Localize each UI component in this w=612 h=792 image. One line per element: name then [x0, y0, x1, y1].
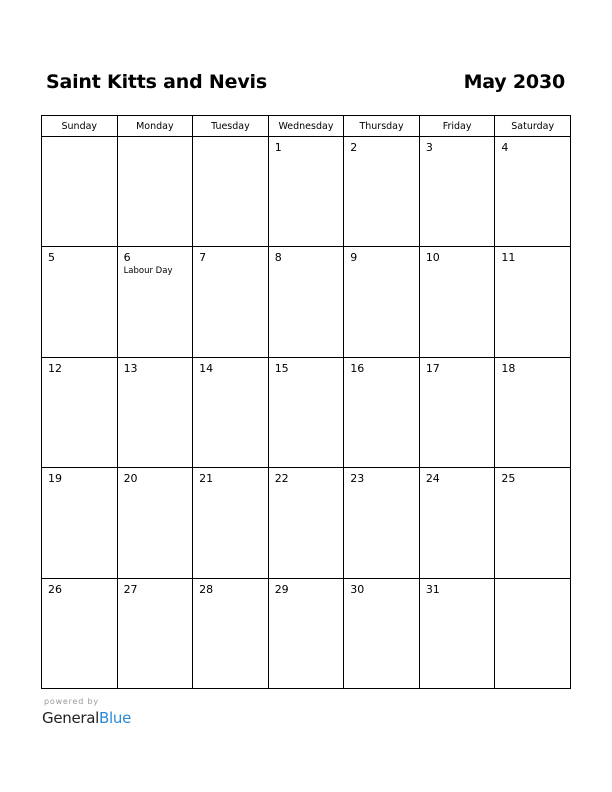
- week-row: [42, 468, 571, 578]
- day-number: 12: [48, 361, 62, 375]
- day-number: 26: [48, 582, 62, 596]
- day-cell: [495, 247, 571, 357]
- day-cell: [42, 578, 118, 688]
- day-number: 11: [501, 251, 516, 265]
- holiday-label: Labour Day: [123, 266, 173, 277]
- day-number: 7: [199, 251, 207, 265]
- day-number: 8: [274, 251, 282, 265]
- calendar-country-title: Saint Kitts and Nevis: [46, 71, 267, 93]
- day-number: 28: [199, 582, 214, 596]
- day-number: 31: [425, 582, 440, 596]
- day-number: 6: [123, 251, 131, 265]
- day-number: 4: [501, 141, 509, 154]
- day-cell-empty: [193, 137, 269, 247]
- day-cell: [117, 357, 193, 467]
- day-cell: [117, 578, 193, 688]
- day-cell: [268, 578, 344, 688]
- day-number: 27: [123, 582, 138, 596]
- weekday-header-saturday: Saturday: [495, 116, 571, 137]
- weekday-header-wednesday: Wednesday: [268, 116, 344, 137]
- day-number: 14: [199, 361, 214, 375]
- calendar-grid: [41, 115, 571, 689]
- day-cell: [419, 578, 495, 688]
- day-cell: [344, 578, 420, 688]
- day-cell: [42, 247, 118, 357]
- day-cell-empty: [42, 137, 118, 247]
- day-cell: [419, 357, 495, 467]
- day-cell: [344, 247, 420, 357]
- weekday-header-friday: Friday: [419, 116, 495, 137]
- generalblue-logo[interactable]: [42, 709, 131, 727]
- day-cell: [344, 468, 420, 578]
- day-cell: [117, 468, 193, 578]
- day-cell: [193, 578, 269, 688]
- day-number: 16: [350, 361, 365, 375]
- weekday-header-sunday: Sunday: [42, 116, 118, 137]
- day-number: 20: [123, 472, 138, 486]
- day-number: 18: [501, 361, 516, 375]
- day-cell: [344, 137, 420, 247]
- day-cell: [193, 357, 269, 467]
- weekday-header-monday: Monday: [117, 116, 193, 137]
- day-cell: [419, 468, 495, 578]
- day-number: 30: [350, 582, 365, 596]
- week-row: [42, 578, 571, 688]
- day-cell-empty: [495, 578, 571, 688]
- day-cell: [419, 137, 495, 247]
- day-cell: [193, 468, 269, 578]
- week-row: [42, 247, 571, 357]
- day-number: 13: [123, 361, 138, 375]
- day-number: 19: [48, 472, 62, 486]
- day-cell: [495, 468, 571, 578]
- day-number: 23: [350, 472, 365, 486]
- weekday-header-row: [42, 116, 571, 137]
- day-number: 25: [501, 472, 516, 486]
- day-number: 2: [350, 141, 358, 154]
- day-number: 5: [48, 251, 55, 265]
- day-number: 21: [199, 472, 214, 486]
- day-cell: [268, 357, 344, 467]
- weekday-header-tuesday: Tuesday: [193, 116, 269, 137]
- day-cell: [495, 137, 571, 247]
- day-number: 1: [274, 141, 282, 154]
- brand-name-part1: General: [42, 709, 100, 727]
- day-number: 29: [274, 582, 289, 596]
- day-cell: [419, 247, 495, 357]
- day-cell: [344, 357, 420, 467]
- day-number: 22: [274, 472, 289, 486]
- day-cell-empty: [117, 137, 193, 247]
- powered-by-text: powered by: [44, 697, 99, 706]
- day-cell: [268, 137, 344, 247]
- day-number: 9: [350, 251, 358, 265]
- week-row: [42, 137, 571, 247]
- weekday-header-thursday: Thursday: [344, 116, 420, 137]
- day-number: 10: [425, 251, 440, 265]
- day-cell: [495, 357, 571, 467]
- day-cell: [42, 357, 118, 467]
- calendar-month-title: May 2030: [463, 71, 565, 93]
- day-cell: [268, 468, 344, 578]
- day-number: 3: [425, 141, 433, 154]
- day-cell: [193, 247, 269, 357]
- brand-name-part2: Blue: [99, 709, 132, 727]
- day-cell: [117, 247, 193, 357]
- day-cell: [268, 247, 344, 357]
- day-number: 24: [425, 472, 440, 486]
- day-cell: [42, 468, 118, 578]
- week-row: [42, 357, 571, 467]
- day-number: 15: [274, 361, 289, 375]
- day-number: 17: [425, 361, 440, 375]
